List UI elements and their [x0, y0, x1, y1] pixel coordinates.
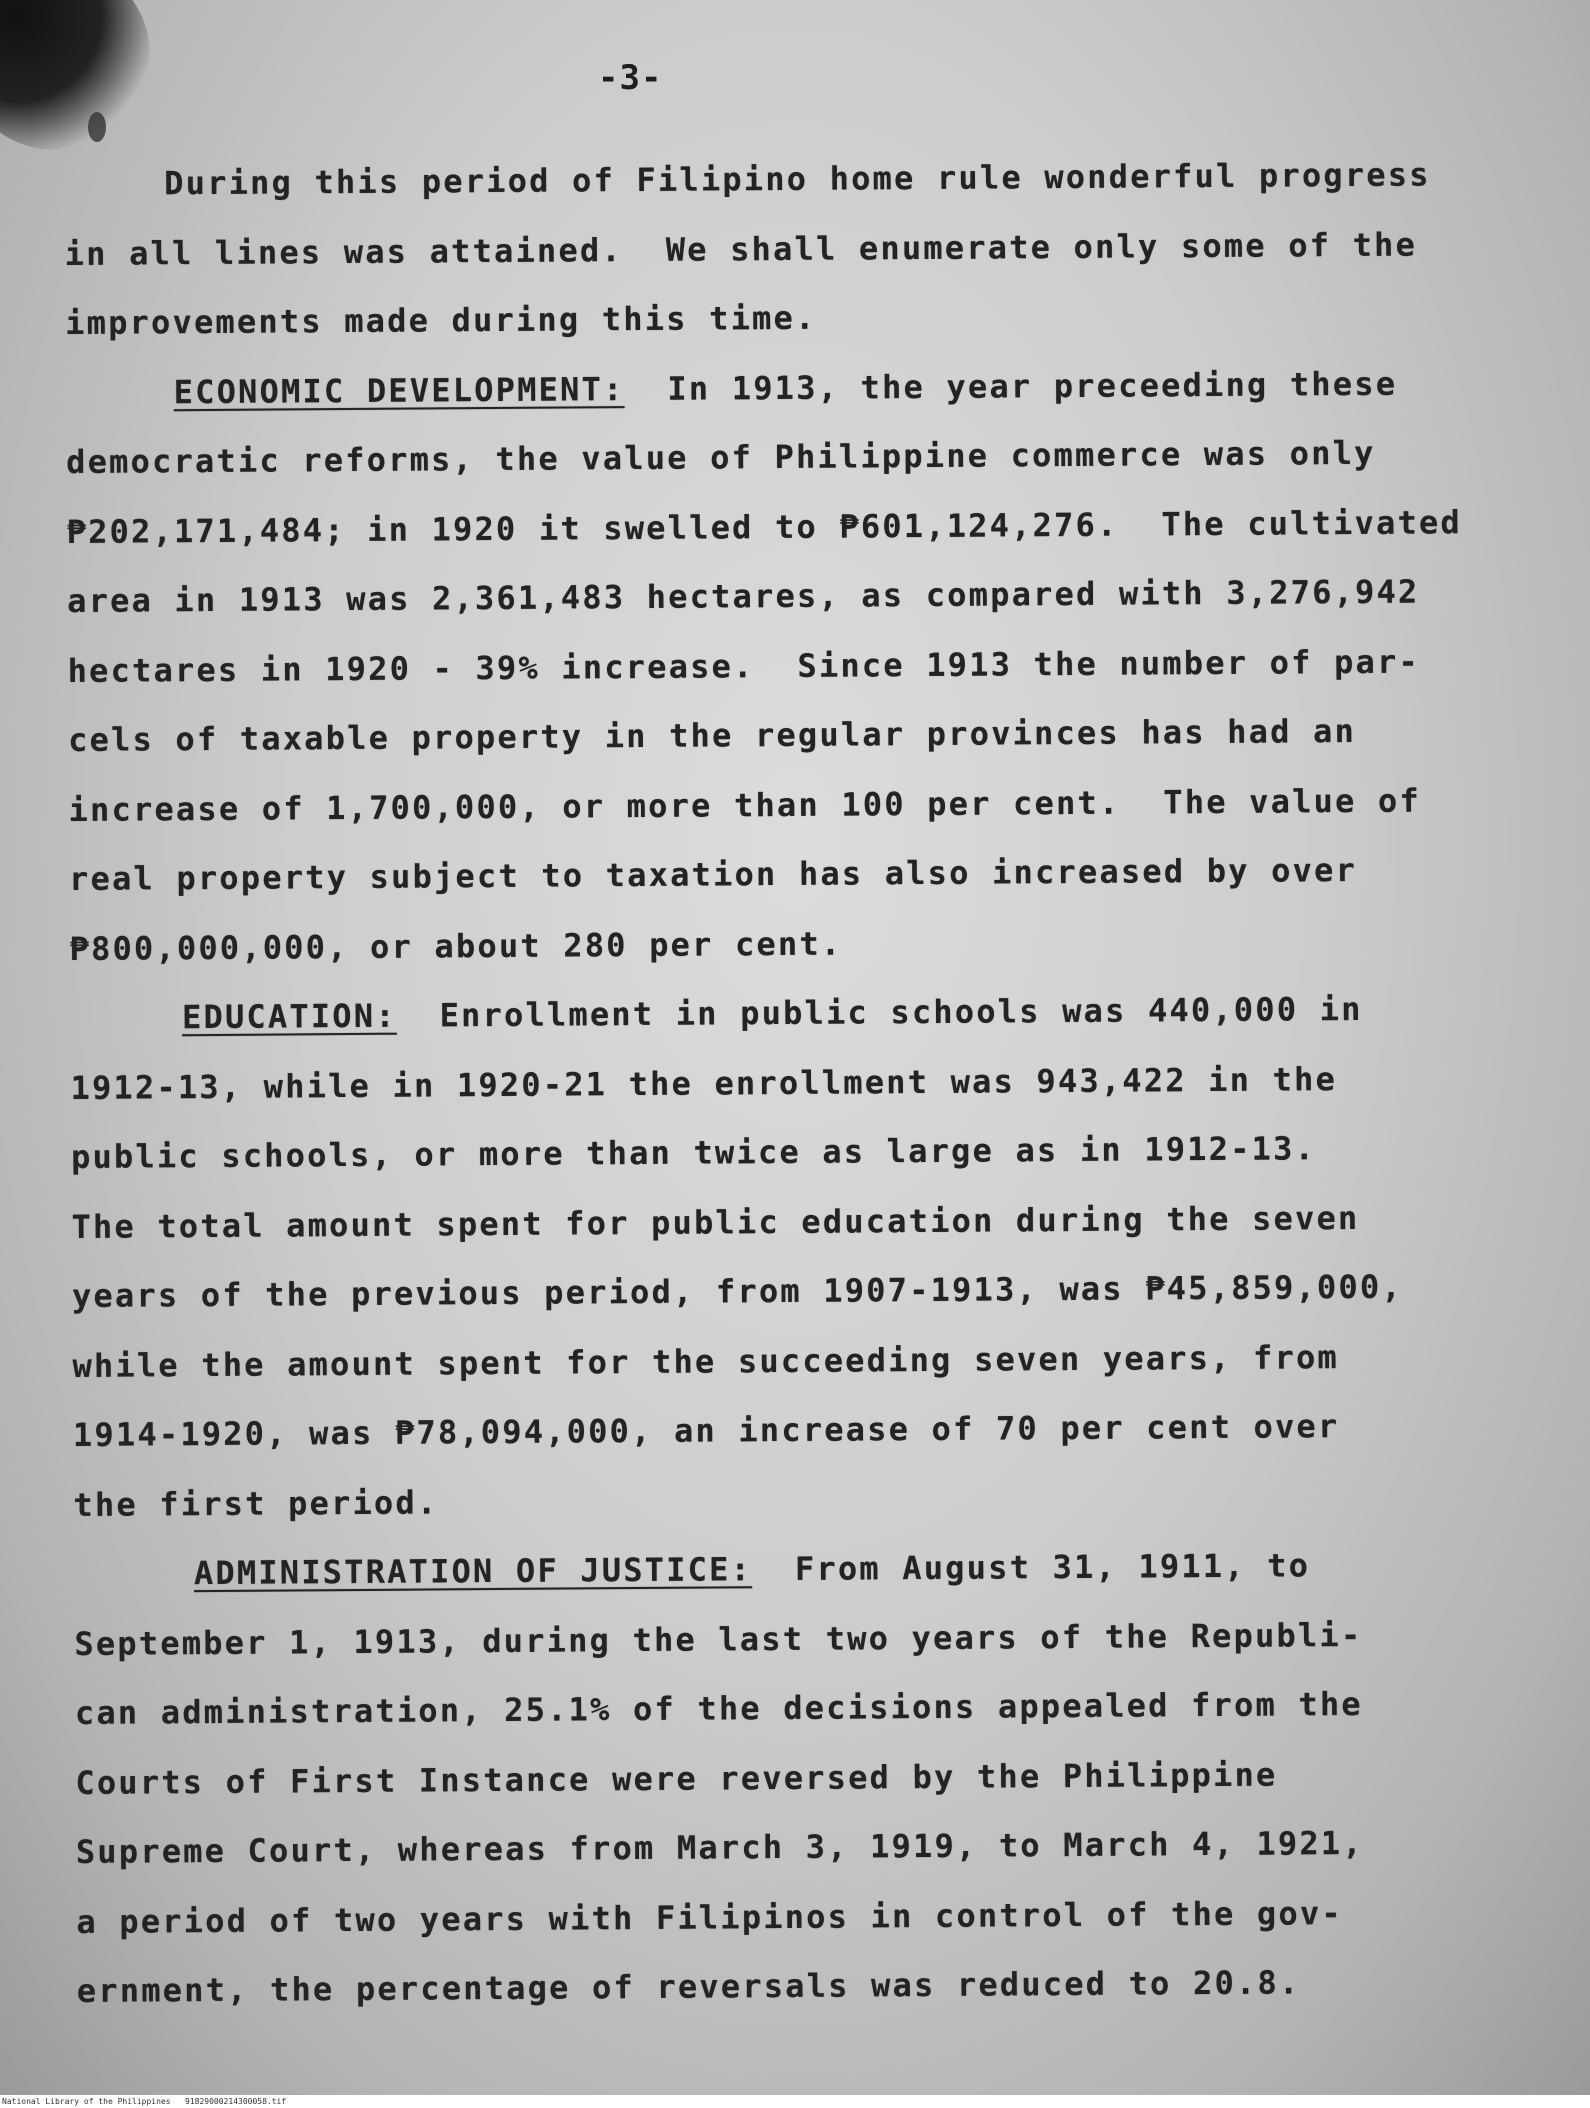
- text-line: the first period.: [73, 1482, 439, 1524]
- body-text: [64, 140, 1497, 2026]
- text-line: improvements made during this time.: [65, 298, 817, 342]
- text-line: area in 1913 was 2,361,483 hectares, as compared with 3,276,942: [67, 572, 1420, 620]
- text-line: [70, 974, 1490, 1053]
- line-text: During this period of Filipino home rule wonderful progress: [164, 155, 1431, 203]
- section-heading-economic: ECONOMIC DEVELOPMENT:: [173, 369, 625, 411]
- text-line: Courts of First Instance were reversed by the Philippine: [75, 1755, 1278, 1802]
- text-line: Supreme Court, whereas from March 3, 1919, to March 4, 1921,: [75, 1823, 1364, 1871]
- text-line: real property subject to taxation has also increased by over: [68, 850, 1358, 898]
- line-text: Enrollment in public schools was 440,000 in: [396, 989, 1363, 1035]
- corner-shadow: [0, 0, 150, 150]
- line-text: From August 31, 1911, to: [751, 1546, 1311, 1589]
- text-line: ₱202,171,484; in 1920 it swelled to ₱601,124,276. The cultivated: [66, 502, 1463, 551]
- text-line: 1912-13, while in 1920-21 the enrollment was 943,422 in the: [70, 1059, 1338, 1107]
- text-line: September 1, 1913, during the last two years of the Republi-: [74, 1615, 1363, 1663]
- text-line: can administration, 25.1% of the decisions appealed from the: [74, 1684, 1363, 1732]
- scan-footer: [0, 2095, 1590, 2108]
- text-line: democratic reforms, the value of Philippine commerce was only: [66, 433, 1376, 481]
- section-heading-education: EDUCATION:: [181, 996, 397, 1037]
- section-heading-justice: ADMINISTRATION OF JUSTICE:: [193, 1550, 753, 1593]
- text-line: [65, 349, 1485, 428]
- text-line: The total amount spent for public education during the seven: [71, 1198, 1360, 1246]
- text-line: ernment, the percentage of reversals was reduced to 20.8.: [76, 1963, 1301, 2010]
- text-line: [74, 1530, 1494, 1609]
- ink-spot: [88, 112, 106, 142]
- line-text: In 1913, the year preceeding these: [624, 364, 1398, 408]
- text-line: 1914-1920, was ₱78,094,000, an increase of 70 per cent over: [72, 1407, 1340, 1454]
- text-line: cels of taxable property in the regular provinces has had an: [67, 711, 1357, 759]
- text-line: hectares in 1920 - 39% increase. Since 1913 the number of par-: [67, 642, 1421, 690]
- text-line: years of the previous period, from 1907-1913, was ₱45,859,000,: [71, 1267, 1403, 1315]
- text-line: ₱800,000,000, or about 280 per cent.: [69, 924, 843, 968]
- text-line: public schools, or more than twice as large as in 1912-13.: [70, 1129, 1317, 1176]
- text-line: increase of 1,700,000, or more than 100 per cent. The value of: [68, 781, 1422, 829]
- text-line: [64, 140, 1484, 219]
- text-line: while the amount spent for the succeeding seven years, from: [72, 1337, 1340, 1385]
- footer-caption: National Library of the Philippines 91829000214300058.tif: [2, 2097, 287, 2106]
- page-number: -3-: [598, 58, 663, 98]
- text-line: in all lines was attained. We shall enumerate only some of the: [64, 225, 1418, 273]
- text-line: a period of two years with Filipinos in control of the gov-: [76, 1893, 1343, 1941]
